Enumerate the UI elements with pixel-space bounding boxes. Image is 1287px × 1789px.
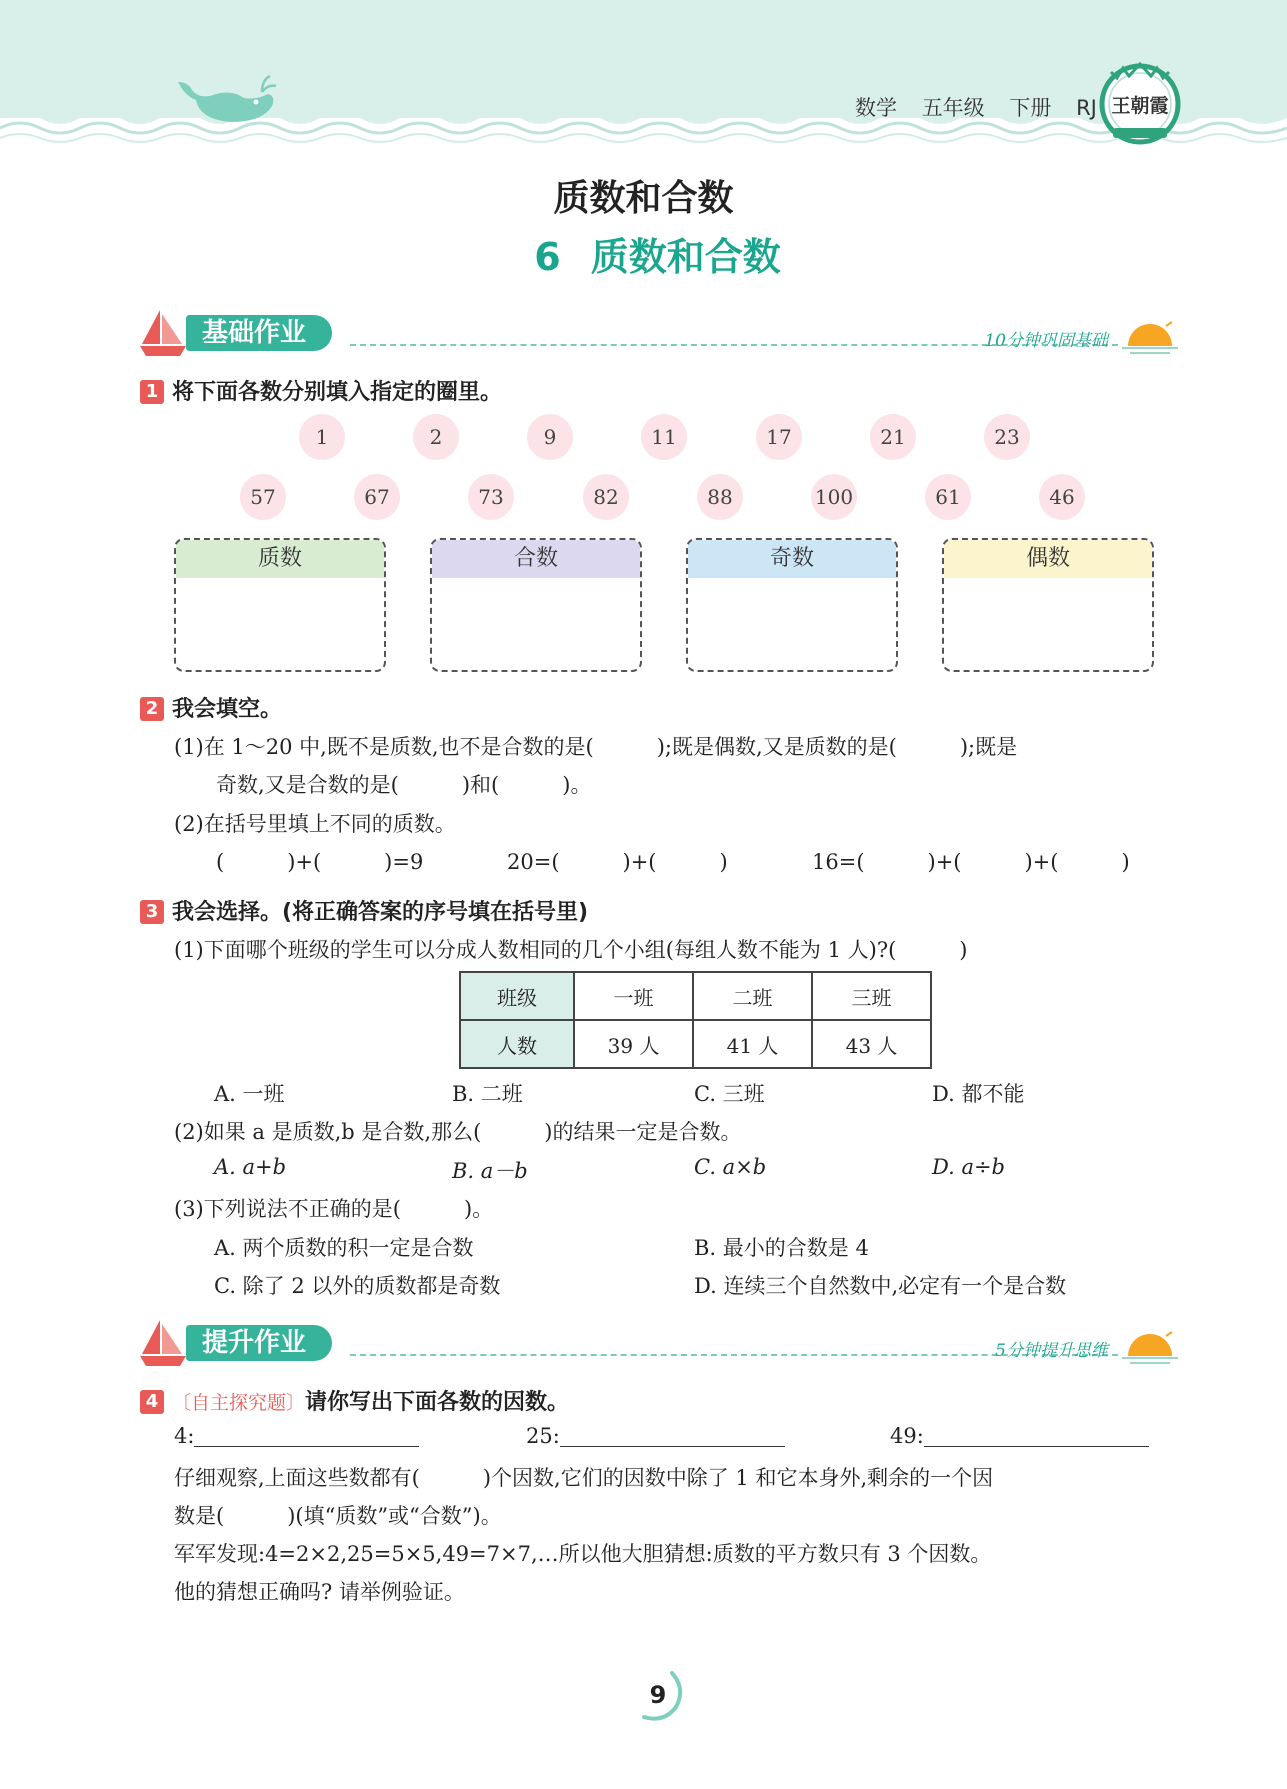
section-label: 基础作业: [186, 315, 332, 351]
section-tip: 5分钟提升思维: [995, 1341, 1108, 1361]
q4-line-4: 他的猜想正确吗? 请举例验证。: [174, 1580, 465, 1604]
question-2-title: [140, 692, 282, 723]
factor-field-49[interactable]: [890, 1424, 1149, 1448]
q3-p2-option-c: C. a×b: [694, 1155, 767, 1179]
table-cell: 二班: [693, 972, 812, 1020]
table-cell: 班级: [460, 972, 574, 1020]
page-number: 9: [649, 1681, 667, 1709]
q3-p1-option-b: B. 二班: [452, 1082, 523, 1106]
table-cell: 41 人: [693, 1020, 812, 1068]
section-tip: 10分钟巩固基础: [984, 331, 1108, 351]
number-bubble: 100: [811, 474, 857, 520]
q3-p2-option-d: D. a÷b: [932, 1155, 1005, 1179]
q3-p2-option-a: A. a+b: [214, 1155, 287, 1179]
box-label: 偶数: [944, 540, 1152, 578]
factor-label: 49:: [890, 1424, 924, 1448]
box-label: 质数: [176, 540, 384, 578]
question-text: 我会填空。: [172, 697, 283, 722]
answer-box-even[interactable]: [942, 538, 1154, 672]
q4-line-2: 数是( )(填“质数”或“合数”)。: [174, 1504, 502, 1528]
header-subject: 数学: [855, 96, 897, 120]
table-cell: 三班: [812, 972, 931, 1020]
number-bubble: 23: [984, 414, 1030, 460]
factor-field-4[interactable]: [174, 1424, 419, 1448]
q4-line-1: 仔细观察,上面这些数都有( )个因数,它们的因数中除了 1 和它本身外,剩余的一个因: [174, 1466, 994, 1490]
q4-line-3: 军军发现:4=2×2,25=5×5,49=7×7,…所以他大胆猜想:质数的平方数只有 3 个因数。: [174, 1542, 992, 1566]
header-wave-band: [0, 0, 1287, 150]
class-size-table: [459, 971, 932, 1069]
answer-blank[interactable]: [560, 1426, 785, 1447]
q3-part1: (1)下面哪个班级的学生可以分成人数相同的几个小组(每组人数不能为 1 人)?( ): [174, 938, 968, 962]
number-bubble: 67: [354, 474, 400, 520]
header-grade: 五年级: [921, 96, 985, 120]
number-bubble: 88: [697, 474, 743, 520]
number-bubble: 21: [870, 414, 916, 460]
lesson-title: [0, 226, 1287, 281]
number-bubble: 1: [299, 414, 345, 460]
q2-equation-1: ( )+( )=9: [216, 850, 424, 874]
number-bubble: 9: [527, 414, 573, 460]
q3-p2-option-b: B. a－b: [452, 1159, 528, 1183]
answer-box-odd[interactable]: [686, 538, 898, 672]
q2-part1-line1: (1)在 1～20 中,既不是质数,也不是合数的是( );既是偶数,又是质数的是( );既是: [174, 735, 1018, 759]
number-bubble: 11: [641, 414, 687, 460]
question-number-badge: 2: [140, 697, 164, 721]
q3-part2: (2)如果 a 是质数,b 是合数,那么( )的结果一定是合数。: [174, 1120, 742, 1144]
number-bubble: 57: [240, 474, 286, 520]
table-row: [460, 972, 931, 1020]
sun-icon: [1122, 320, 1178, 356]
answer-box-composite[interactable]: [430, 538, 642, 672]
sailboat-icon: [138, 1318, 188, 1368]
question-text: 我会选择。(将正确答案的序号填在括号里): [172, 900, 589, 925]
chapter-title: 质数和合数: [553, 178, 734, 219]
question-number-badge: 1: [140, 380, 164, 404]
section-basic-homework: [138, 308, 1178, 358]
q2-equation-3: 16=( )+( )+( ): [812, 850, 1130, 874]
q2-equation-2: 20=( )+( ): [507, 850, 728, 874]
question-1-title: [140, 375, 502, 406]
publisher-logo: [1097, 58, 1183, 150]
header-volume: 下册: [1009, 96, 1052, 120]
q3-p1-option-c: C. 三班: [694, 1082, 765, 1106]
number-bubble: 82: [583, 474, 629, 520]
table-row: [460, 1020, 931, 1068]
q2-part1-line2: 奇数,又是合数的是( )和( )。: [216, 773, 592, 797]
table-cell: 一班: [574, 972, 693, 1020]
answer-box-prime[interactable]: [174, 538, 386, 672]
factor-label: 25:: [526, 1424, 560, 1448]
sailboat-icon: [138, 308, 188, 358]
table-cell: 人数: [460, 1020, 574, 1068]
factor-field-25[interactable]: [526, 1424, 785, 1448]
sun-icon: [1122, 1330, 1178, 1366]
question-tag: 〔自主探究题〕: [172, 1392, 306, 1414]
question-3-title: [140, 895, 588, 926]
q3-p3-option-d: D. 连续三个自然数中,必定有一个是合数: [694, 1274, 1067, 1298]
question-number-badge: 4: [140, 1390, 164, 1414]
section-label: 提升作业: [186, 1325, 332, 1361]
answer-blank[interactable]: [194, 1426, 419, 1447]
q3-p3-option-b: B. 最小的合数是 4: [694, 1236, 869, 1260]
question-text: 将下面各数分别填入指定的圈里。: [172, 380, 503, 405]
number-bubble: 17: [756, 414, 802, 460]
header-edition: RJ: [1076, 96, 1097, 120]
question-number-badge: 3: [140, 900, 164, 924]
q3-p3-option-c: C. 除了 2 以外的质数都是奇数: [214, 1274, 501, 1298]
box-label: 奇数: [688, 540, 896, 578]
svg-text:王朝霞: 王朝霞: [1111, 95, 1169, 117]
header-book-info: [855, 92, 1115, 122]
q3-p1-option-a: A. 一班: [214, 1082, 285, 1106]
table-cell: 43 人: [812, 1020, 931, 1068]
number-bubble: 46: [1039, 474, 1085, 520]
table-cell: 39 人: [574, 1020, 693, 1068]
number-bubble: 61: [925, 474, 971, 520]
section-advanced-homework: [138, 1318, 1178, 1368]
q3-p3-option-a: A. 两个质数的积一定是合数: [214, 1236, 474, 1260]
question-4-title: [140, 1385, 569, 1416]
lesson-title-text: 质数和合数: [590, 235, 781, 279]
question-text: 请你写出下面各数的因数。: [305, 1390, 570, 1415]
q3-part3: (3)下列说法不正确的是( )。: [174, 1197, 494, 1221]
number-bubble: 2: [413, 414, 459, 460]
q3-p1-option-d: D. 都不能: [932, 1082, 1025, 1106]
number-bubble: 73: [468, 474, 514, 520]
lesson-number: 6: [534, 235, 561, 279]
factor-label: 4:: [174, 1424, 195, 1448]
box-label: 合数: [432, 540, 640, 578]
answer-blank[interactable]: [924, 1426, 1149, 1447]
q2-part2: (2)在括号里填上不同的质数。: [174, 812, 456, 836]
